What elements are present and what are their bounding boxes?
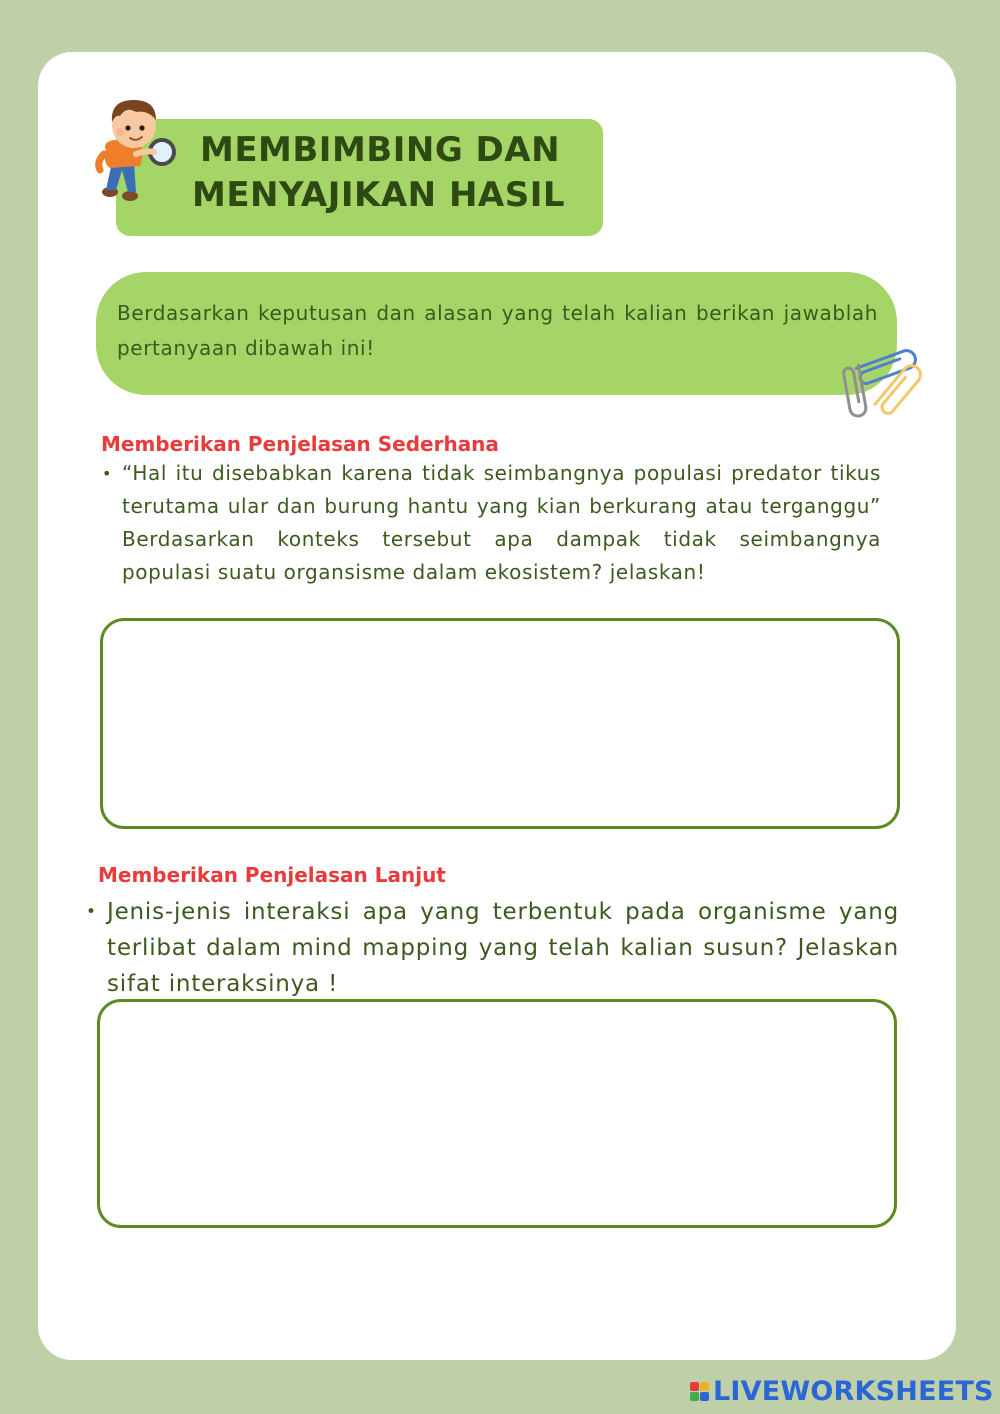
title-line-2: MENYAJIKAN HASIL bbox=[192, 175, 566, 215]
question-2-text: • Jenis-jenis interaksi apa yang terbentuk pada organisme yang terlibat dalam mind mapping yang telah kalian susun? Jelaskan sifat interaksinya ! bbox=[107, 894, 899, 1002]
section-heading-further-explanation: Memberikan Penjelasan Lanjut bbox=[98, 863, 446, 887]
instruction-text: Berdasarkan keputusan dan alasan yang telah kalian berikan jawablah pertanyaan dibawah ini! bbox=[117, 301, 878, 360]
liveworksheets-logo[interactable] bbox=[690, 1376, 994, 1406]
question-1 bbox=[122, 457, 881, 589]
section-heading-simple-explanation: Memberikan Penjelasan Sederhana bbox=[101, 432, 499, 456]
question-1-text: • “Hal itu disebabkan karena tidak seimbangnya populasi predator tikus terutama ular dan burung hantu yang kian berkurang atau terganggu” Berdasarkan konteks tersebut apa dampak tidak seimbangnya populasi suatu organsisme dalam ekosistem? jelaskan! bbox=[122, 457, 881, 589]
paperclip-icon bbox=[834, 334, 926, 424]
boy-with-magnifier-illustration bbox=[92, 92, 188, 204]
answer-box-1[interactable] bbox=[100, 618, 900, 829]
question-2 bbox=[107, 894, 899, 1002]
liveworksheets-logo-text: LIVEWORKSHEETS bbox=[713, 1375, 994, 1407]
liveworksheets-logo-icon bbox=[690, 1382, 709, 1401]
answer-box-2[interactable] bbox=[97, 999, 897, 1228]
page-title bbox=[116, 128, 636, 218]
title-line-1: MEMBIMBING DAN bbox=[200, 130, 561, 170]
